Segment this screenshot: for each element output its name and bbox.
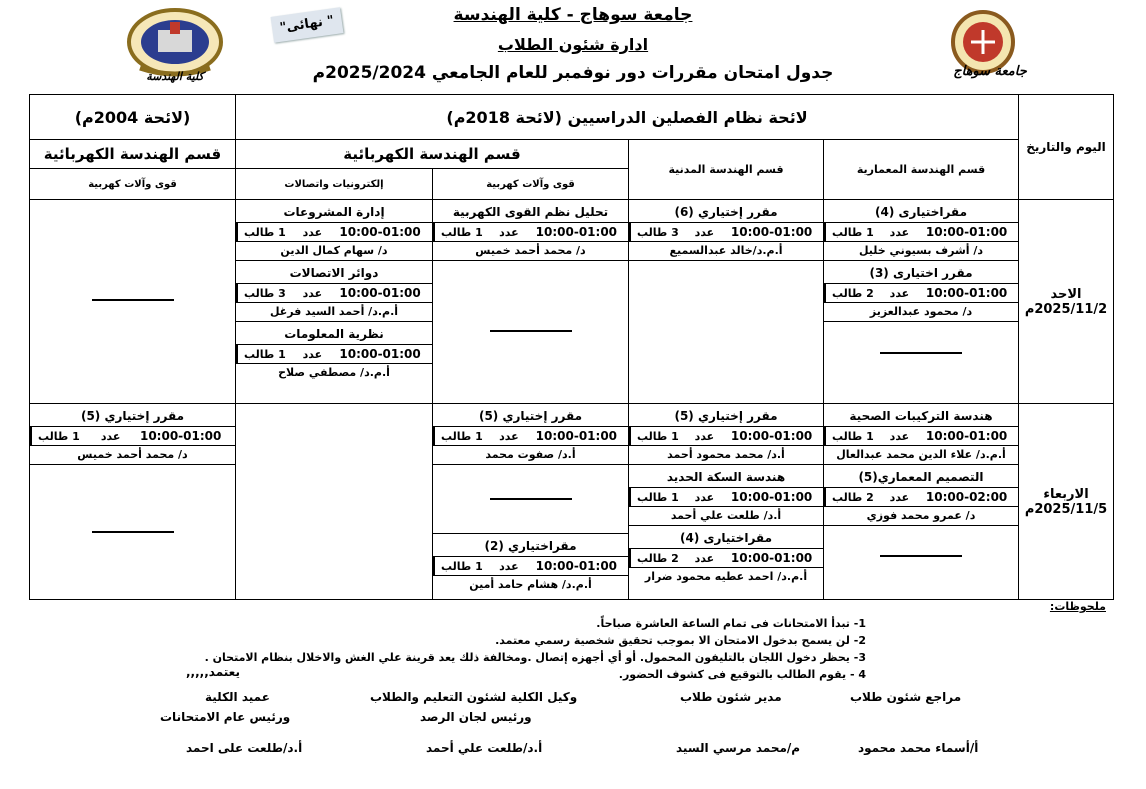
instructor: د/ أشرف بسيوني خليل <box>824 242 1018 261</box>
student-count: عدد 2 طالب <box>629 549 720 567</box>
course-name: التصميم المعماري(5) <box>858 470 984 484</box>
course-name: هندسة التركيبات الصحية <box>849 409 993 423</box>
no-exam-dash <box>30 465 235 599</box>
instructor: أ.د/ طلعت علي أحمد <box>629 507 823 526</box>
student-count: عدد 3 طالب <box>629 223 720 241</box>
course-block <box>629 200 823 261</box>
dean-title: عميد الكلية <box>205 690 270 704</box>
regulation-2004-header: (لائحة 2004م) <box>30 95 236 140</box>
note-item: 4 - يقوم الطالب بالتوقيع فى كشوف الحضور. <box>618 668 866 681</box>
course-block <box>824 200 1018 261</box>
sub-power-header: قوى وآلات كهربية <box>433 169 629 200</box>
manager-title: مدير شئون طلاب <box>680 690 782 704</box>
course-block <box>824 261 1018 322</box>
note-item: 3- يحظر دخول اللجان بالتليفون المحمول. أو أي أجهزه إتصال .ومخالفة ذلك يعد قرينة علي الغش والاخلال بنظام الامتحان . <box>204 651 866 664</box>
course-block <box>824 465 1018 526</box>
schedule-title: جدول امتحان مقررات دور نوفمبر للعام الجامعي 2025/2024م <box>312 63 834 83</box>
day-sunday <box>1019 200 1114 404</box>
course-name: نظرية المعلومات <box>284 327 384 341</box>
instructor: أ.د/ صفوت محمد <box>433 446 628 465</box>
course-name: مقراختيارى (4) <box>679 531 772 545</box>
instructor: أ.م.د/ احمد عطيه محمود ضرار <box>644 570 808 583</box>
course-block <box>629 465 823 526</box>
course-name: مقراختياري (2) <box>484 539 577 553</box>
course-block <box>236 261 432 322</box>
instructor: أ.م.د/خالد عبدالسميع <box>629 242 823 261</box>
dean-name: أ.د/طلعت على احمد <box>186 741 303 755</box>
student-count: عدد 2 طالب <box>824 284 915 302</box>
dean-title-2: ورئيس عام الامتحانات <box>160 710 291 724</box>
course-name: هندسة السكة الحديد <box>666 470 786 484</box>
instructor: أ.م.د/ هشام حامد أمين <box>469 578 592 591</box>
exam-time: 10:00-01:00 <box>535 559 618 573</box>
course-name: مقرر إختياري (6) <box>674 205 778 219</box>
no-exam-dash <box>433 261 628 401</box>
course-name: مقرر إختياري (5) <box>80 409 185 423</box>
wed-power2004-cell <box>30 404 236 600</box>
instructor: د/ عمرو محمد فوزي <box>824 507 1018 526</box>
exam-time: 10:00-01:00 <box>730 429 813 443</box>
dept-architecture-header: قسم الهندسة المعمارية <box>824 140 1019 200</box>
course-name: مقرر اختيارى (3) <box>869 266 973 280</box>
no-exam-dash <box>824 322 1018 384</box>
instructor: أ.م.د/ مصطفي صلاح <box>278 366 390 379</box>
exam-time: 10:00-01:00 <box>925 225 1008 239</box>
student-count: عدد 1 طالب <box>30 427 126 445</box>
course-block <box>30 404 235 465</box>
student-count: عدد 1 طالب <box>236 345 328 363</box>
day-wednesday <box>1019 404 1114 600</box>
approved-label: يعتمد,,,,, <box>186 665 240 679</box>
instructor: د/ محمود عبدالعزيز <box>824 303 1018 322</box>
day-date: 2025/11/5م <box>1024 501 1108 517</box>
day-date-header: اليوم والتاريخ <box>1019 95 1114 200</box>
exam-time: 10:00-01:00 <box>535 429 618 443</box>
note-item: 2- لن يسمح بدخول الامتحان الا بموجب تحقيق شخصية رسمي معتمد. <box>495 634 866 647</box>
instructor: أ.د/ محمد محمود أحمد <box>629 446 823 465</box>
exam-time: 10:00-01:00 <box>339 286 421 300</box>
day-name: الاربعاء <box>1043 486 1089 502</box>
student-count: عدد 1 طالب <box>629 488 720 506</box>
exam-time: 10:00-01:00 <box>339 225 421 239</box>
note-item: 1- تبدأ الامتحانات فى تمام الساعة العاشرة صباحاً. <box>596 617 866 630</box>
manager-name: م/محمد مرسي السيد <box>676 741 801 755</box>
exam-time: 10:00-01:00 <box>535 225 618 239</box>
exam-time: 10:00-01:00 <box>925 429 1008 443</box>
course-block <box>824 404 1018 465</box>
instructor: د/ محمد أحمد خميس <box>30 446 235 465</box>
regulation-2018-header: لائحة نظام الفصلين الدراسيين (لائحة 2018م) <box>236 95 1019 140</box>
wed-comm-cell <box>236 404 433 600</box>
exam-time: 10:00-01:00 <box>339 347 421 361</box>
instructor: د/ محمد أحمد خميس <box>433 242 628 261</box>
wed-power-cell <box>433 404 629 600</box>
sun-power2004-cell <box>30 200 236 404</box>
sun-arch-cell <box>824 200 1019 404</box>
exam-time: 10:00-01:00 <box>730 490 813 504</box>
dept-civil-header: قسم الهندسة المدنية <box>629 140 824 200</box>
course-name: دوائر الاتصالات <box>289 266 379 280</box>
student-count: عدد 1 طالب <box>433 427 525 445</box>
university-title: جامعة سوهاج - كلية الهندسة <box>453 5 693 25</box>
course-name: مقراختيارى (4) <box>874 205 967 219</box>
sub-power-2004-header: قوى وآلات كهربية <box>30 169 236 200</box>
sub-communications-header: إلكترونيات واتصالات <box>236 169 433 200</box>
page-header <box>0 0 1146 94</box>
office-title: ادارة شئون الطلاب <box>497 35 649 54</box>
reviewer-name: أ/أسماء محمد محمود <box>858 741 979 755</box>
dept-electrical-2004-header: قسم الهندسة الكهربائية <box>30 140 236 169</box>
university-logo <box>935 8 1045 86</box>
student-count: عدد 1 طالب <box>433 223 525 241</box>
course-name: مقرر إختياري (5) <box>674 409 778 423</box>
day-date: 2025/11/2م <box>1024 301 1108 317</box>
student-count: عدد 1 طالب <box>236 223 328 241</box>
vice-dean-name: أ.د/طلعت علي أحمد <box>426 741 543 755</box>
instructor: أ.م.د/ علاء الدين محمد عبدالعال <box>824 446 1018 465</box>
exam-time: 10:00-01:00 <box>925 286 1008 300</box>
course-block <box>629 404 823 465</box>
instructor: د/ سهام كمال الدين <box>236 242 432 261</box>
course-block <box>433 534 628 594</box>
instructor: أ.م.د/ أحمد السيد فرغل <box>236 303 432 322</box>
vice-dean-title: وكيل الكلية لشئون التعليم والطلاب <box>370 690 578 704</box>
reviewer-title: مراجع شئون طلاب <box>850 690 962 704</box>
course-name: مقرر إختياري (5) <box>478 409 583 423</box>
no-exam-dash <box>824 526 1018 586</box>
exam-time: 10:00-02:00 <box>925 490 1008 504</box>
course-block <box>433 404 628 465</box>
student-count: عدد 1 طالب <box>629 427 720 445</box>
student-count: عدد 3 طالب <box>236 284 328 302</box>
course-block <box>236 322 432 382</box>
course-block <box>236 200 432 261</box>
exam-time: 10:00-01:00 <box>730 551 813 565</box>
sun-civil-cell <box>629 200 824 404</box>
course-name: إدارة المشروعات <box>283 205 385 219</box>
student-count: عدد 1 طالب <box>433 557 525 575</box>
no-exam-dash <box>30 200 235 400</box>
course-name: تحليل نظم القوى الكهربية <box>452 205 609 219</box>
wed-arch-cell <box>824 404 1019 600</box>
no-exam-dash <box>433 465 628 534</box>
notes-label: ملحوظات: <box>1049 600 1106 613</box>
university-logo-text: جامعة سوهاج <box>953 64 1027 79</box>
day-name: الاحد <box>1050 286 1082 302</box>
student-count: عدد 1 طالب <box>824 223 915 241</box>
final-badge: "نهائى " <box>271 7 344 42</box>
course-block <box>433 200 628 261</box>
sun-comm-cell <box>236 200 433 404</box>
exam-schedule-table <box>29 94 1114 600</box>
wed-civil-cell <box>629 404 824 600</box>
exam-time: 10:00-01:00 <box>730 225 813 239</box>
faculty-logo-text: كلية الهندسة <box>146 70 204 83</box>
sun-power-cell <box>433 200 629 404</box>
dept-electrical-header: قسم الهندسة الكهربائية <box>236 140 629 169</box>
exam-time: 10:00-01:00 <box>139 429 222 443</box>
student-count: عدد 2 طالب <box>824 488 915 506</box>
course-block <box>629 526 823 586</box>
student-count: عدد 1 طالب <box>824 427 915 445</box>
vice-dean-title-2: ورئيس لجان الرصد <box>420 710 532 724</box>
